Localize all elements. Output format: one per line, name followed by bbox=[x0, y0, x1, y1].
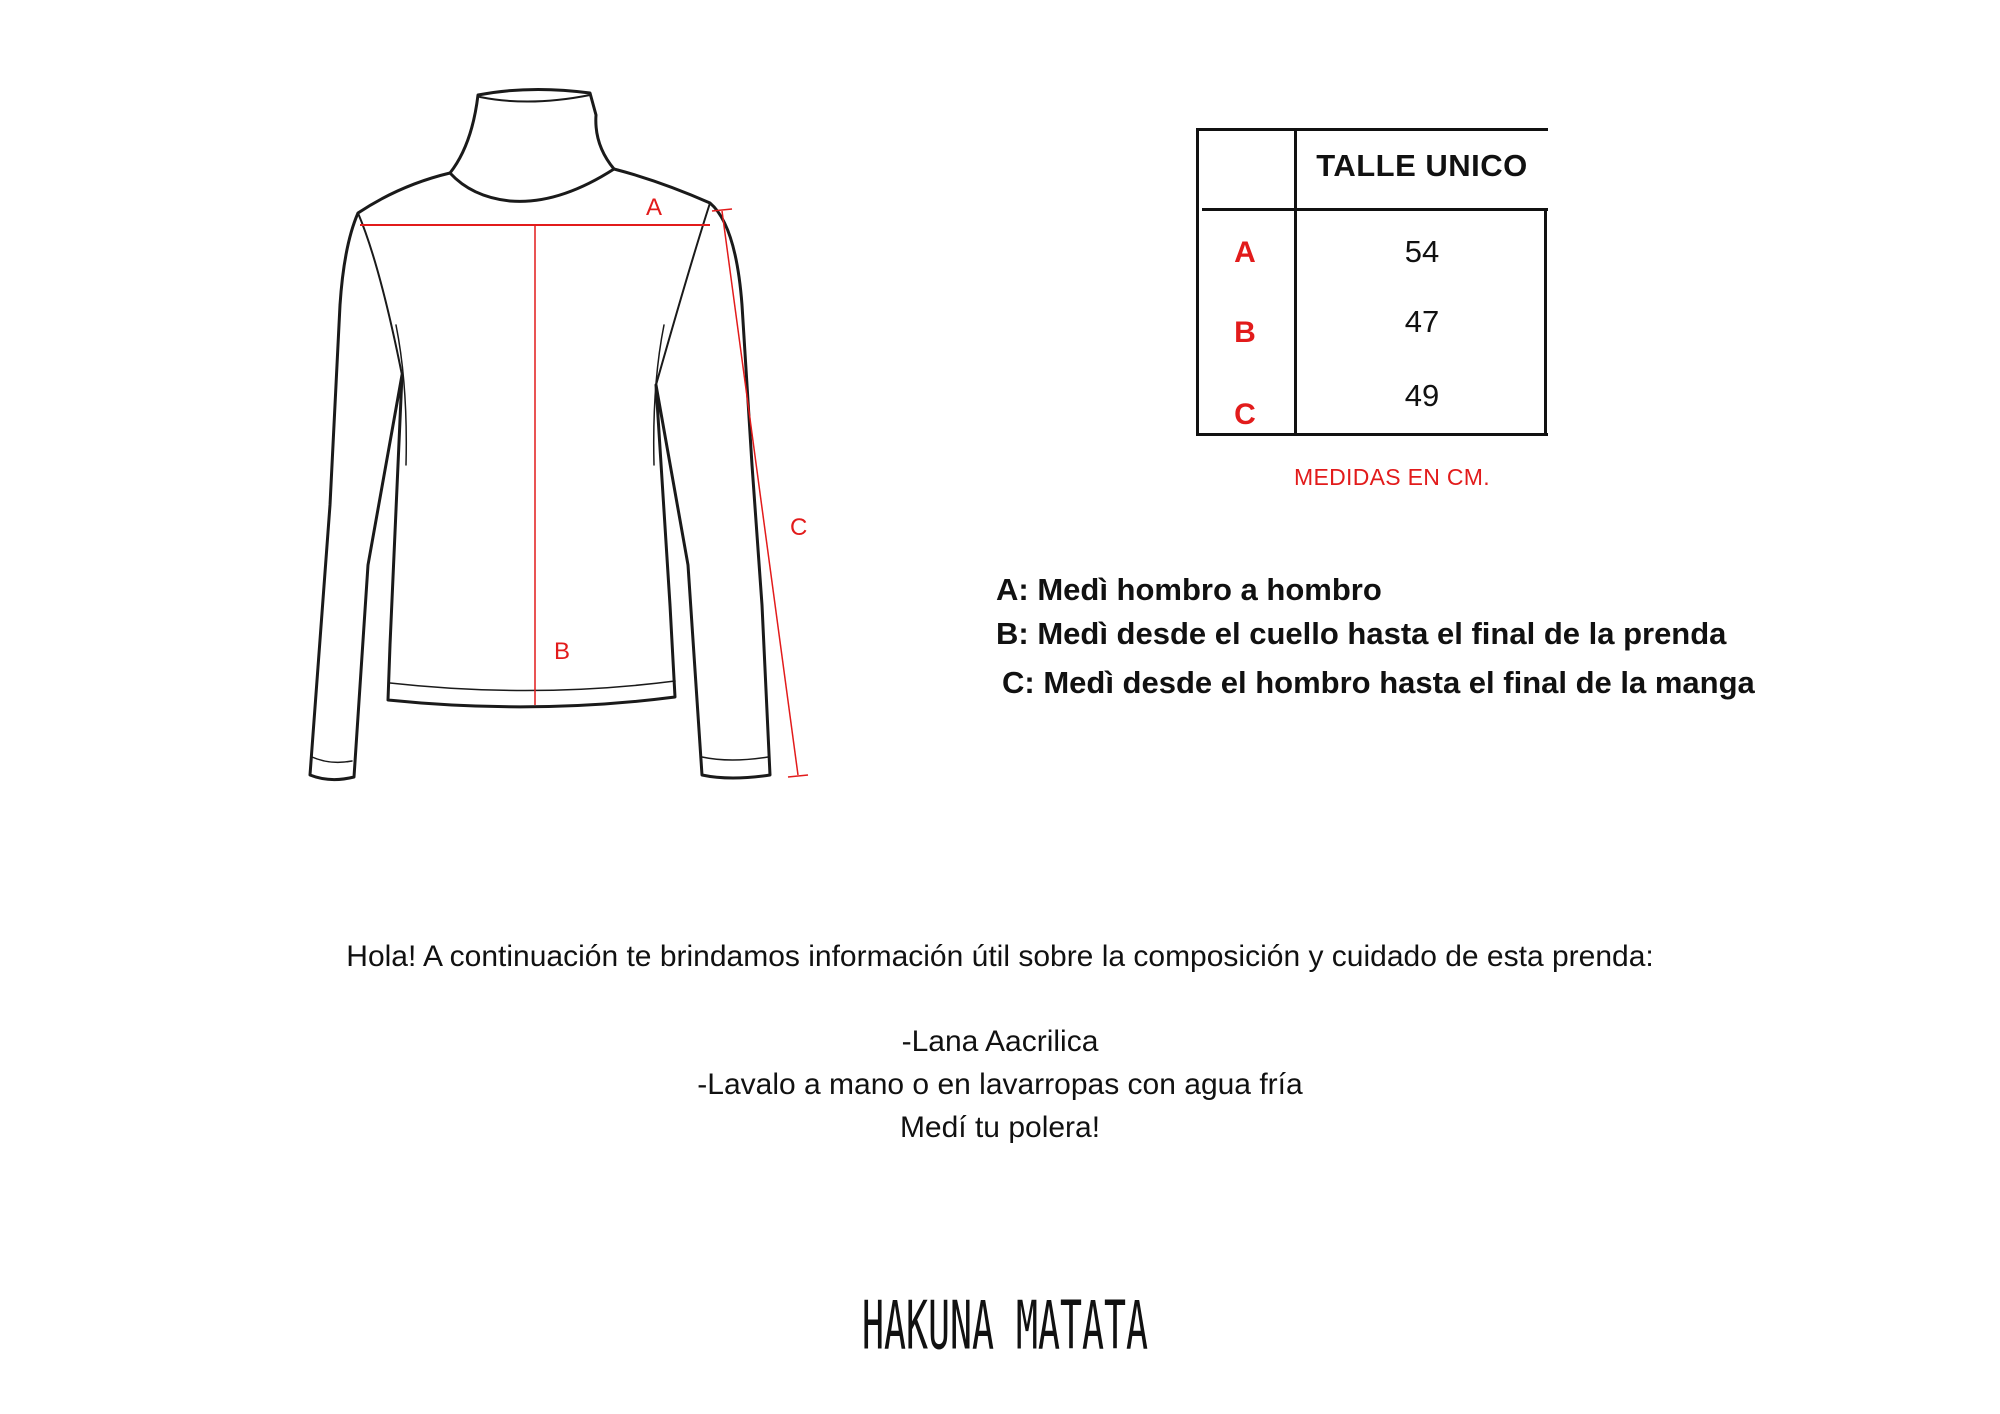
care-line-washing: -Lavalo a mano o en lavarropas con agua fría bbox=[697, 1068, 1303, 1101]
measure-label-c: C bbox=[790, 514, 808, 541]
care-line-measure: Medí tu polera! bbox=[899, 1111, 1101, 1144]
row-label-b: B bbox=[1234, 316, 1256, 349]
size-column-header: TALLE UNICO bbox=[1316, 148, 1528, 183]
units-note: MEDIDAS EN CM. bbox=[1294, 464, 1490, 490]
care-line-material: -Lana Aacrilica bbox=[901, 1025, 1099, 1058]
row-value-b: 47 bbox=[1404, 304, 1440, 339]
hem-line bbox=[390, 681, 675, 691]
measure-line-c bbox=[722, 211, 798, 775]
care-intro: Hola! A continuación te brindamos información útil sobre la composición y cuidado de esta prenda: bbox=[346, 940, 1654, 973]
measure-label-a: A bbox=[646, 194, 663, 221]
left-cuff bbox=[312, 757, 352, 762]
instruction-a: A: Medì hombro a hombro bbox=[996, 572, 1382, 607]
row-value-a: 54 bbox=[1404, 234, 1440, 269]
collar-inner bbox=[480, 95, 590, 102]
measure-label-b: B bbox=[554, 638, 571, 665]
left-sleeve-seam bbox=[358, 213, 402, 375]
row-label-c: C bbox=[1234, 398, 1256, 431]
brand-name: HAKUNA MATATA bbox=[862, 1286, 1148, 1365]
right-cuff bbox=[702, 757, 768, 760]
body-outline bbox=[310, 169, 770, 780]
size-table bbox=[1196, 128, 1548, 436]
instruction-b: B: Medì desde el cuello hasta el final de la prenda bbox=[996, 616, 1727, 651]
row-label-a: A bbox=[1234, 236, 1256, 269]
row-value-c: 49 bbox=[1404, 378, 1440, 413]
turtleneck-diagram bbox=[290, 85, 830, 795]
right-sleeve-seam bbox=[656, 203, 710, 385]
brand-logo bbox=[860, 1276, 1150, 1365]
instruction-c: C: Medì desde el hombro hasta el final de la manga bbox=[1002, 665, 1755, 700]
collar-outline bbox=[450, 89, 614, 201]
